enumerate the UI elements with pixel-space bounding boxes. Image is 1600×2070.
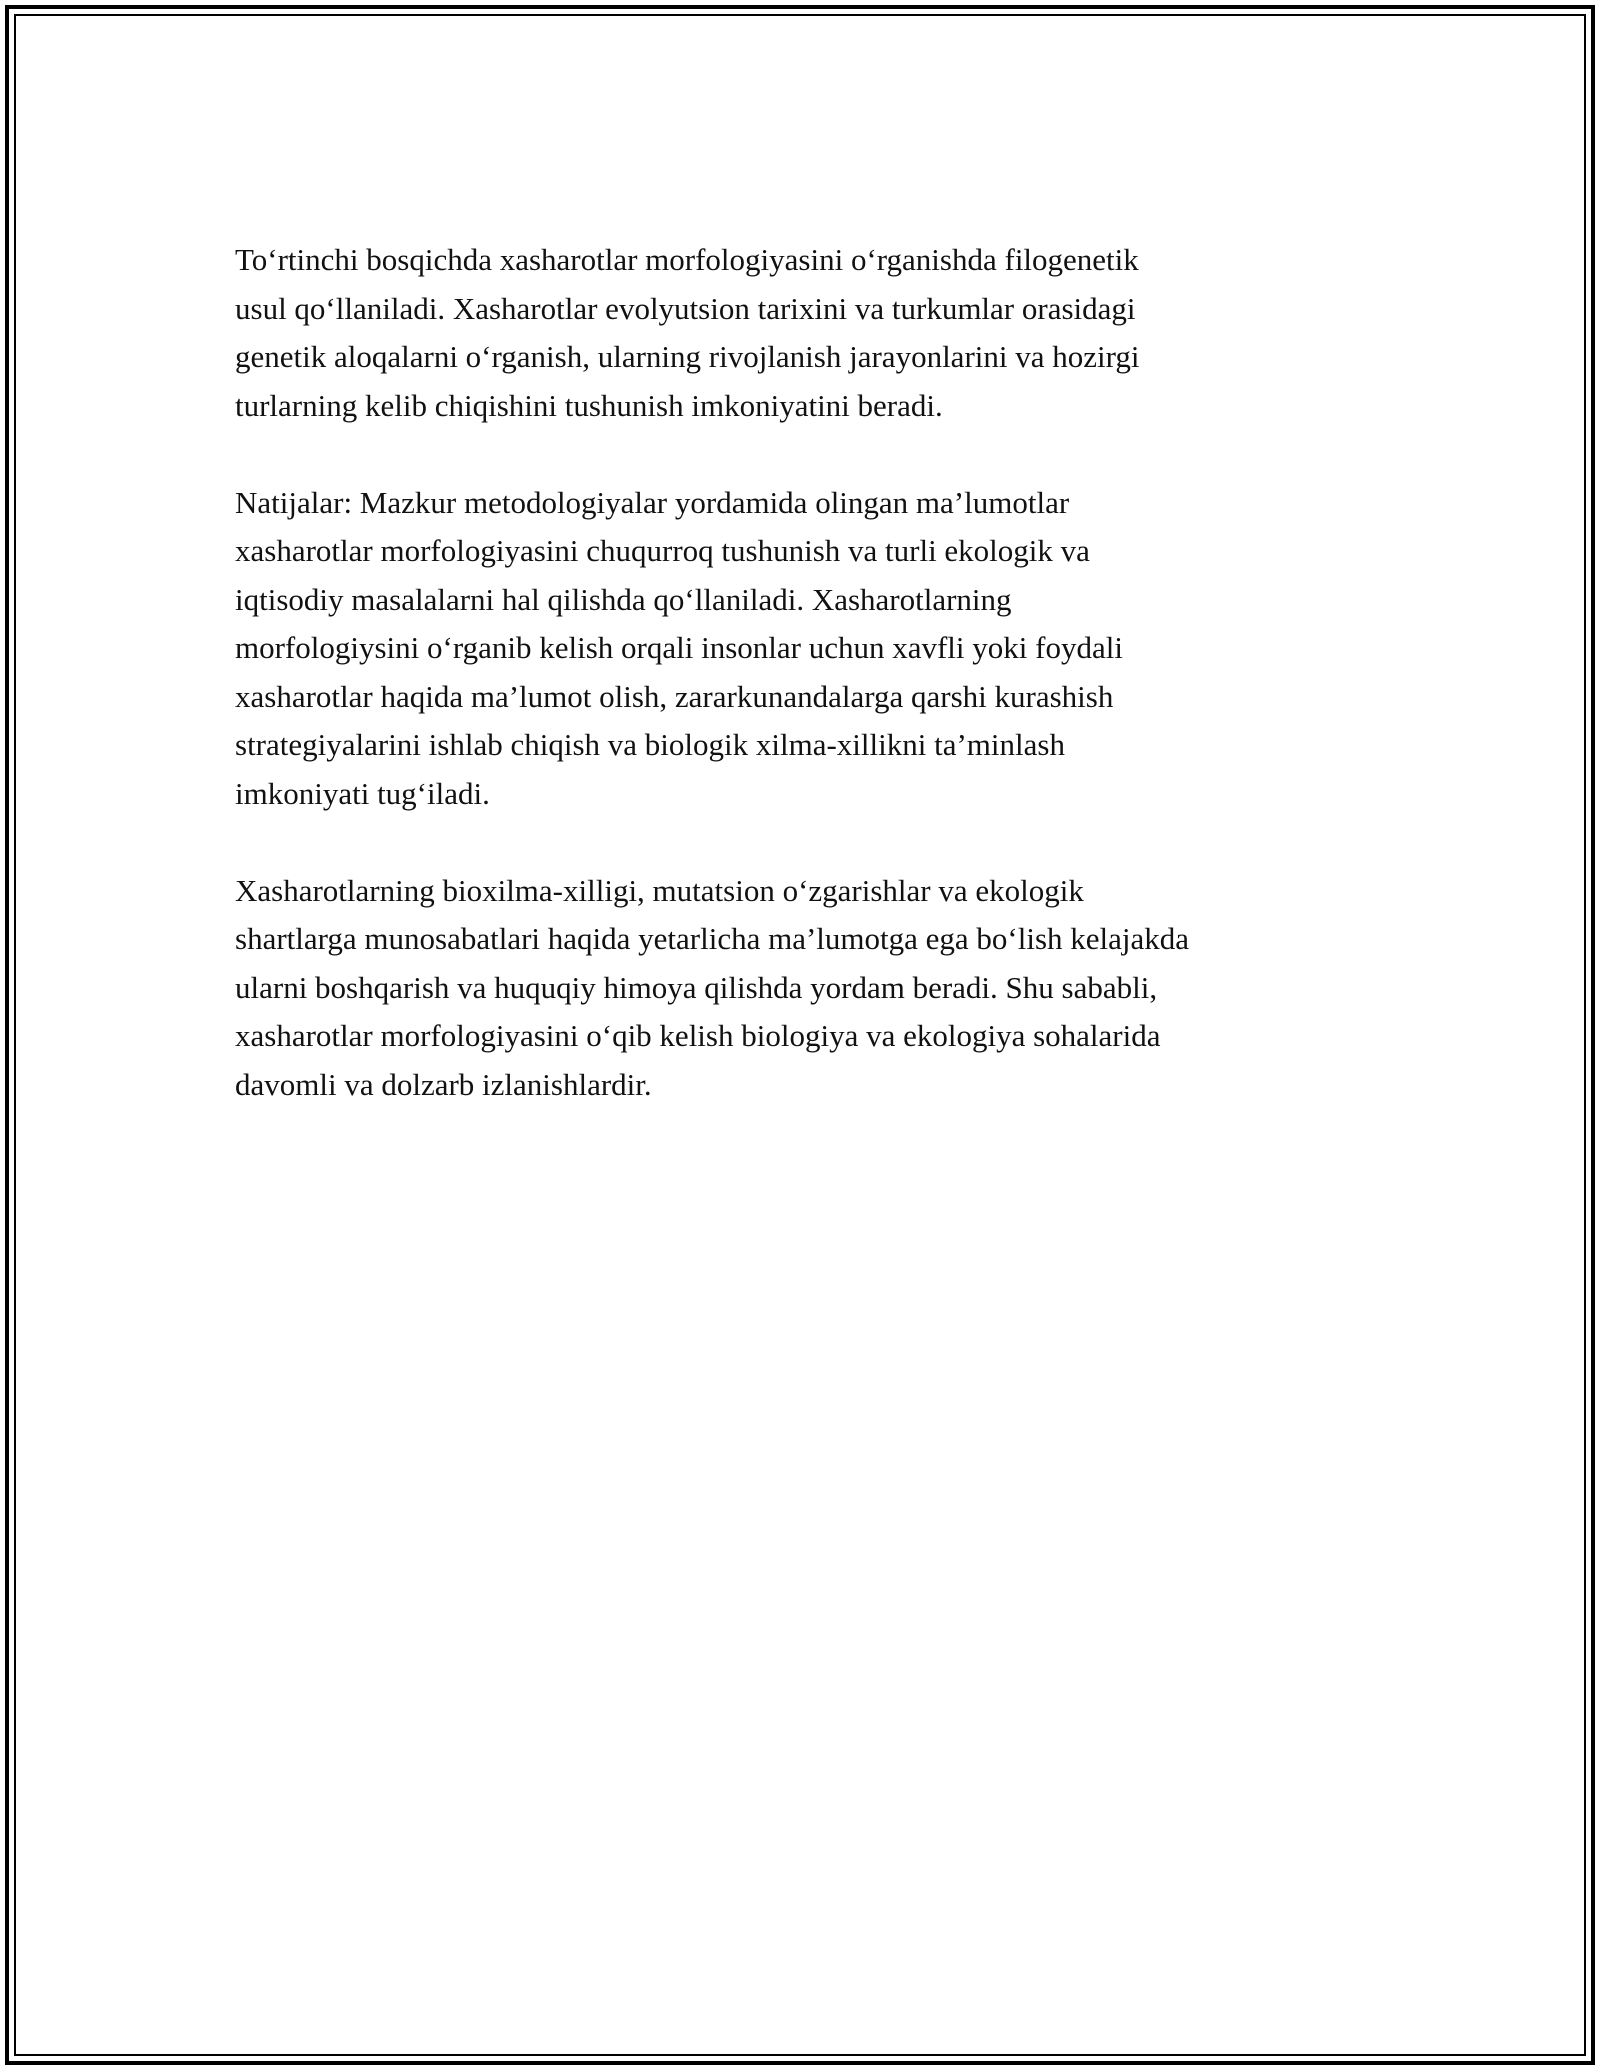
- text-line: Natijalar: Mazkur metodologiyalar yordamida olingan ma’lumotlar: [235, 484, 1070, 520]
- text-line: Xasharotlarning bioxilma-xilligi, mutatsion o‘zgarishlar va ekologik: [235, 872, 1084, 908]
- text-line: davomli va dolzarb izlanishlardir.: [235, 1066, 652, 1102]
- text-line: xasharotlar haqida ma’lumot olish, zararkunandalarga qarshi kurashish: [235, 678, 1114, 714]
- text-line: ularni boshqarish va huquqiy himoya qilishda yordam beradi. Shu sababli,: [235, 969, 1158, 1005]
- text-line: shartlarga munosabatlari haqida yetarlicha ma’lumotga ega bo‘lish kelajakda: [235, 921, 1190, 956]
- text-line: strategiyalarini ishlab chiqish va biologik xilma-xillikni ta’minlash: [235, 727, 1065, 762]
- paragraph-conclusion: [235, 867, 1375, 1110]
- text-line: iqtisodiy masalalarni hal qilishda qo‘llaniladi. Xasharotlarning: [235, 581, 1012, 617]
- text-line: usul qo‘llaniladi. Xasharotlar evolyutsion tarixini va turkumlar orasidagi: [235, 290, 1136, 326]
- text-line: imkoniyati tug‘iladi.: [235, 775, 490, 811]
- paragraph-phylogenetic-method: [235, 236, 1375, 430]
- text-line: turlarning kelib chiqishini tushunish imkoniyatini beradi.: [235, 387, 943, 423]
- text-line: morfologiysini o‘rganib kelish orqali insonlar uchun xavfli yoki foydali: [235, 630, 1123, 665]
- text-line: genetik aloqalarni o‘rganish, ularning rivojlanish jarayonlarini va hozirgi: [235, 339, 1140, 374]
- text-line: xasharotlar morfologiyasini chuqurroq tushunish va turli ekologik va: [235, 533, 1090, 568]
- document-body: [235, 236, 1375, 1158]
- text-line: To‘rtinchi bosqichda xasharotlar morfologiyasini o‘rganishda filogenetik: [235, 242, 1139, 277]
- text-line: xasharotlar morfologiyasini o‘qib kelish biologiya va ekologiya sohalarida: [235, 1018, 1161, 1053]
- paragraph-results: [235, 479, 1375, 819]
